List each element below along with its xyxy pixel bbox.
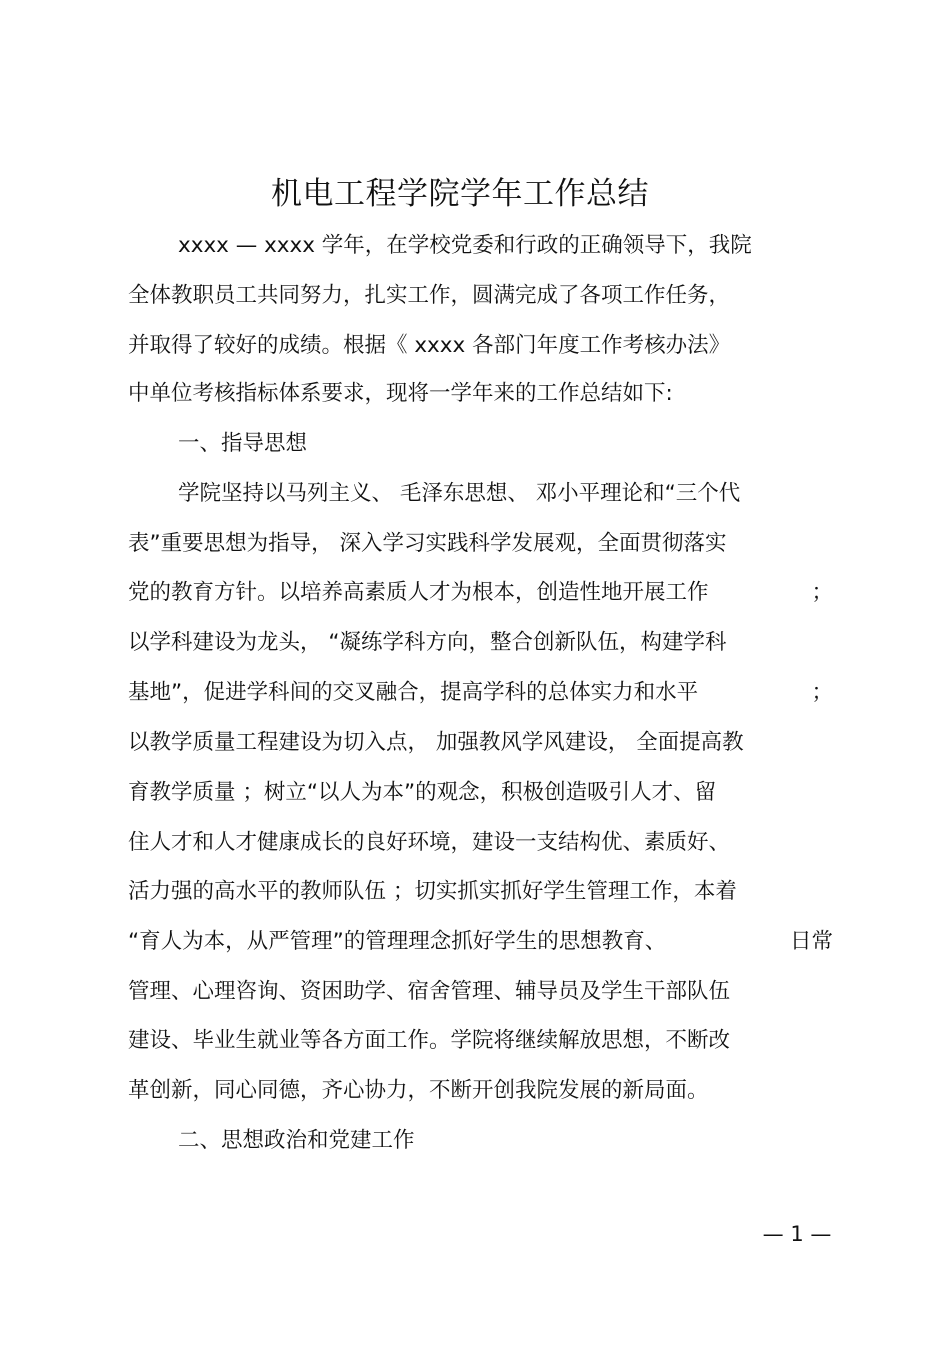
paragraph-line-text: “育人为本，从严管理”的管理理念抓好学生的思想教育、 [128, 929, 667, 954]
paragraph-line [128, 577, 833, 609]
paragraph-line: 革创新，同心同德，齐心协力，不断开创我院发展的新局面。 [128, 1078, 709, 1103]
section-heading-1: 一、指导思想 [178, 431, 308, 456]
paragraph-line: 育教学质量 ；树立“以人为本”的观念，积极创造吸引人才、留 [128, 780, 717, 805]
intro-line-1: xxxx — xxxx 学年，在学校党委和行政的正确领导下，我院 [178, 233, 752, 258]
paragraph-line [128, 677, 833, 709]
paragraph-line-text: 党的教育方针。以培养高素质人才为根本，创造性地开展工作 [128, 580, 709, 605]
paragraph-line: 学院坚持以马列主义、 毛泽东思想、 邓小平理论和“三个代 [178, 481, 741, 506]
paragraph-line-text: 基地”，促进学科间的交叉融合，提高学科的总体实力和水平 [128, 680, 699, 705]
intro-line-4: 中单位考核指标体系要求，现将一学年来的工作总结如下: [128, 381, 673, 406]
paragraph-line: 住人才和人才健康成长的良好环境，建设一支结构优、素质好、 [128, 830, 731, 855]
paragraph-line: 表”重要思想为指导， 深入学习实践科学发展观，全面贯彻落实 [128, 531, 727, 556]
paragraph-line: 活力强的高水平的教师队伍 ；切实抓实抓好学生管理工作，本着 [128, 879, 737, 904]
paragraph-line-tail: ； [811, 680, 833, 705]
paragraph-line [128, 926, 833, 958]
paragraph-line: 管理、心理咨询、资困助学、宿舍管理、辅导员及学生干部队伍 [128, 979, 731, 1004]
section-heading-2: 二、思想政治和党建工作 [178, 1128, 415, 1153]
document-title: 机电工程学院学年工作总结 [271, 176, 649, 212]
paragraph-line: 以教学质量工程建设为切入点， 加强教风学风建设， 全面提高教 [128, 730, 744, 755]
paragraph-line: 建设、毕业生就业等各方面工作。学院将继续解放思想，不断改 [128, 1028, 731, 1053]
paragraph-line: 以学科建设为龙头， “凝练学科方向，整合创新队伍，构建学科 [128, 630, 727, 655]
paragraph-line-tail: ； [811, 580, 833, 605]
intro-line-2: 全体教职员工共同努力，扎实工作，圆满完成了各项工作任务， [128, 283, 731, 308]
intro-line-3: 并取得了较好的成绩。根据《 xxxx 各部门年度工作考核办法》 [128, 333, 731, 358]
paragraph-line-tail: 日常 [789, 929, 833, 954]
page-number: — 1 — [762, 1222, 832, 1246]
